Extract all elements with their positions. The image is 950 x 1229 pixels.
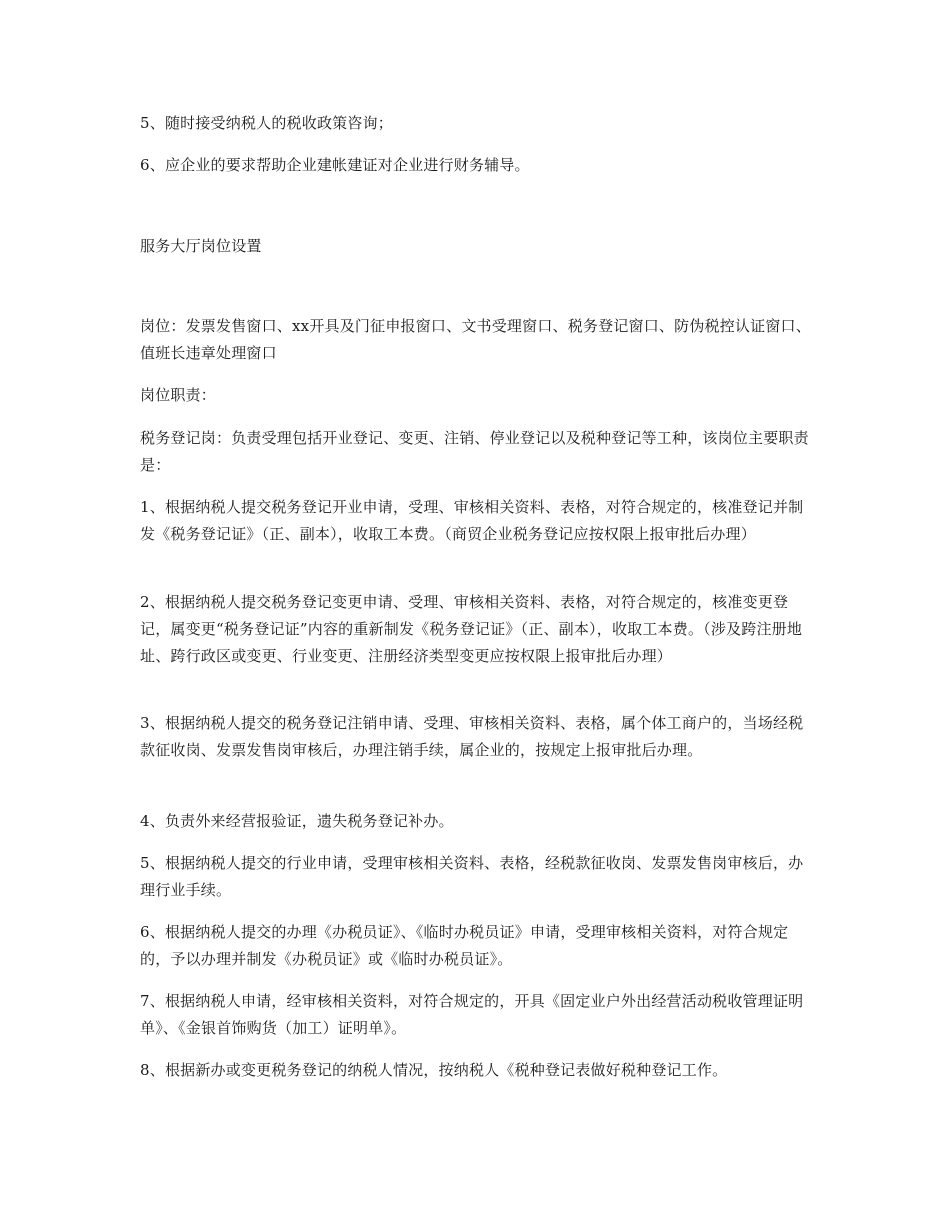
section-heading: 服务大厅岗位设置 (140, 237, 262, 255)
duty-item-7: 7、根据纳税人申请，经审核相关资料，对符合规定的，开具《固定业户外出经营活动税收管理证明单》、《金银首饰购货（加工）证明单》。 (140, 992, 804, 1037)
duty-item-2: 2、根据纳税人提交税务登记变更申请、受理、审核相关资料、表格，对符合规定的，核准变更登记，属变更“税务登记证”内容的重新制发《税务登记证》（正、副本），收取工本费。（涉及跨注册地址、跨行政区或变更、行业变更、注册经济类型变更应按权限上报审批后办理） (140, 593, 803, 665)
paragraph-item-5: 5、随时接受纳税人的税收政策咨询； (140, 114, 393, 132)
paragraph-item-6: 6、应企业的要求帮助企业建帐建证对企业进行财务辅导。 (140, 156, 530, 174)
duty-item-8: 8、根据新办或变更税务登记的纳税人情况，按纳税人《税种登记表做好税种登记工作。 (140, 1061, 728, 1079)
duty-item-5: 5、根据纳税人提交的行业申请，受理审核相关资料、表格，经税款征收岗、发票发售岗审核后，办理行业手续。 (140, 854, 804, 899)
duty-item-1: 1、根据纳税人提交税务登记开业申请，受理、审核相关资料、表格，对符合规定的，核准登记并制发《税务登记证》（正、副本），收取工本费。（商贸企业税务登记应按权限上报审批后办理） (140, 498, 804, 543)
registration-post-intro: 税务登记岗：负责受理包括开业登记、变更、注销、停业登记以及税种登记等工种，该岗位主要职责是： (140, 429, 809, 474)
positions-paragraph: 岗位：发票发售窗口、xx开具及门征申报窗口、文书受理窗口、税务登记窗口、防伪税控认证窗口、值班长违章处理窗口 (140, 317, 811, 362)
duty-item-3: 3、根据纳税人提交的税务登记注销申请、受理、审核相关资料、表格，属个体工商户的，当场经税款征收岗、发票发售岗审核后，办理注销手续，属企业的，按规定上报审批后办理。 (140, 714, 804, 759)
duties-label: 岗位职责： (140, 386, 217, 404)
duty-item-6: 6、根据纳税人提交的办理《办税员证》、《临时办税员证》申请，受理审核相关资料，对符合规定的，予以办理并制发《办税员证》或《临时办税员证》。 (140, 923, 789, 968)
duty-item-4: 4、负责外来经营报验证，遗失税务登记补办。 (140, 812, 454, 830)
